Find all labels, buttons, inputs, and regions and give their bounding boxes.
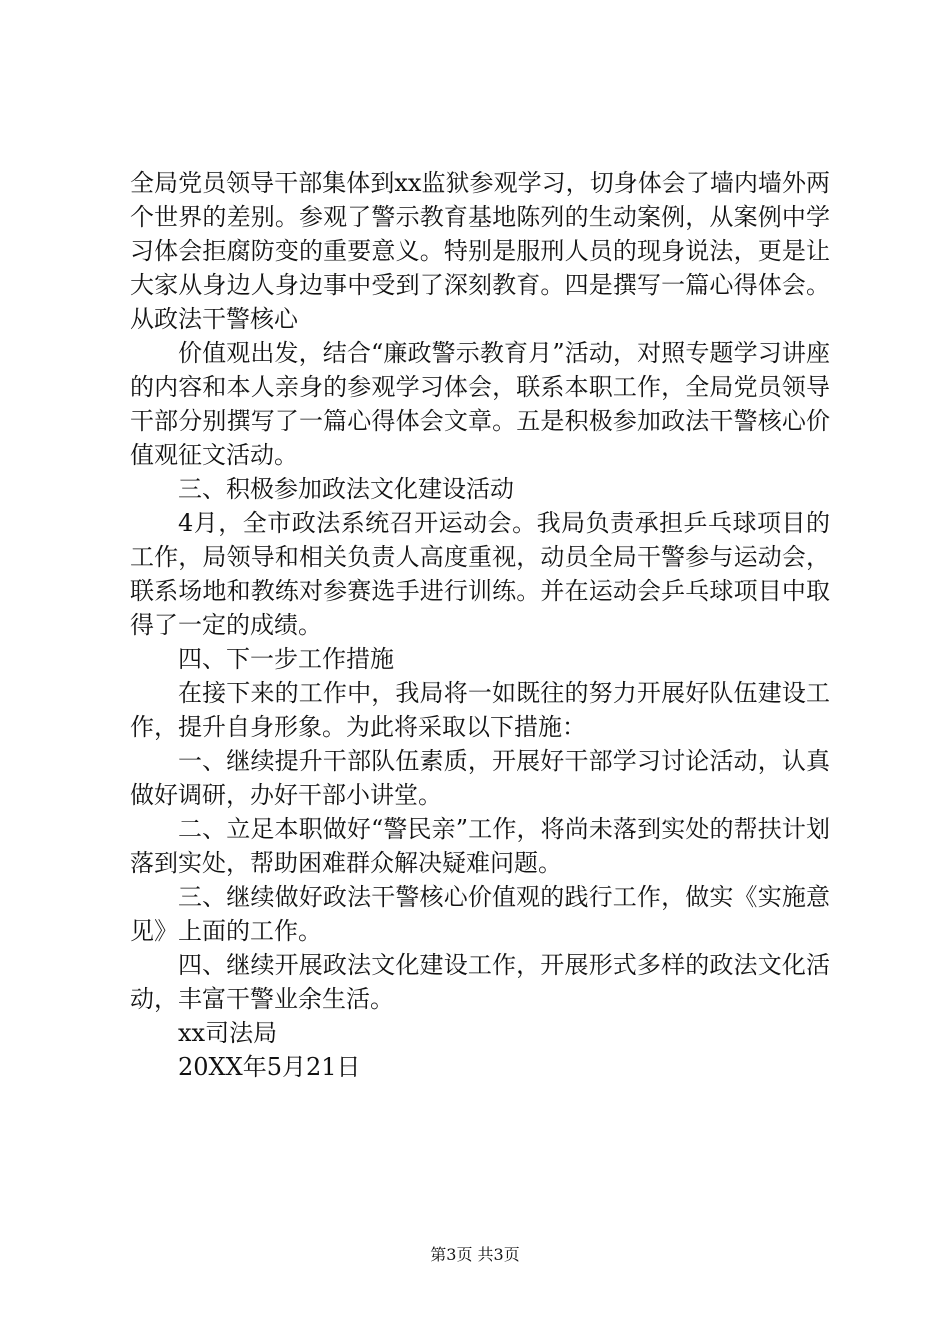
list-item: 四、继续开展政法文化建设工作，开展形式多样的政法文化活动，丰富干警业余生活。 bbox=[130, 951, 830, 1013]
list-item: 三、继续做好政法干警核心价值观的践行工作，做实《实施意见》上面的工作。 bbox=[130, 883, 830, 945]
list-item: 二、立足本职做好“警民亲”工作，将尚未落到实处的帮扶计划落到实处，帮助困难群众解决疑难问题。 bbox=[130, 815, 830, 877]
paragraph-continuation: 全局党员领导干部集体到xx监狱参观学习，切身体会了墙内墙外两个世界的差别。参观了警示教育基地陈列的生动案例，从案例中学习体会拒腐防变的重要意义。特别是服刑人员的现身说法，更是让大家从身边人身边事中受到了深刻教育。四是撰写一篇心得体会。从政法干警核心 bbox=[130, 169, 830, 333]
paragraph: 在接下来的工作中，我局将一如既往的努力开展好队伍建设工作，提升自身形象。为此将采取以下措施： bbox=[130, 679, 830, 741]
list-item: 一、继续提升干部队伍素质，开展好干部学习讨论活动，认真做好调研，办好干部小讲堂。 bbox=[130, 747, 830, 809]
paragraph: 价值观出发，结合“廉政警示教育月”活动，对照专题学习讲座的内容和本人亲身的参观学习体会，联系本职工作，全局党员领导干部分别撰写了一篇心得体会文章。五是积极参加政法干警核心价值观征文活动。 bbox=[130, 339, 830, 469]
signature-date: 20XX年5月21日 bbox=[178, 1053, 361, 1081]
signature-organization: xx司法局 bbox=[178, 1019, 278, 1047]
page-footer: 第3页 共3页 bbox=[430, 1245, 520, 1264]
section-heading: 四、下一步工作措施 bbox=[178, 645, 394, 673]
section-heading: 三、积极参加政法文化建设活动 bbox=[178, 475, 514, 503]
paragraph: 4月，全市政法系统召开运动会。我局负责承担乒乓球项目的工作，局领导和相关负责人高度重视，动员全局干警参与运动会，联系场地和教练对参赛选手进行训练。并在运动会乒乓球项目中取得了一定的成绩。 bbox=[130, 509, 830, 639]
document-body bbox=[130, 166, 830, 1084]
